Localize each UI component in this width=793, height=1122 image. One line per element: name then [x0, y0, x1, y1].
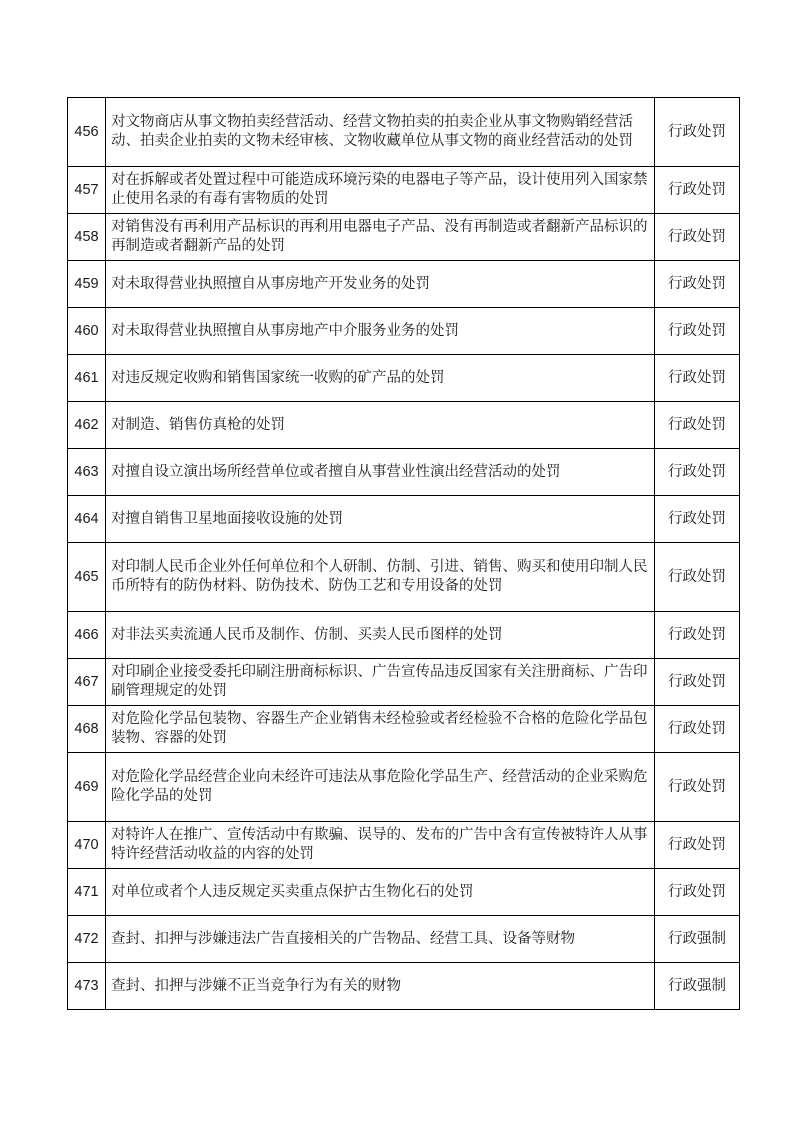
item-description: 对印制人民币企业外任何单位和个人研制、仿制、引进、销售、购买和使用印制人民币所特有的防伪材料、防伪技术、防伪工艺和专用设备的处罚	[106, 543, 655, 612]
table-row	[68, 261, 740, 308]
table-row	[68, 98, 740, 167]
item-type: 行政处罚	[655, 449, 740, 496]
table-row	[68, 659, 740, 706]
administrative-items-table	[67, 97, 740, 1010]
item-description: 对危险化学品经营企业向未经许可违法从事危险化学品生产、经营活动的企业采购危险化学品的处罚	[106, 753, 655, 822]
item-type: 行政处罚	[655, 214, 740, 261]
table-row	[68, 355, 740, 402]
item-type: 行政处罚	[655, 869, 740, 916]
item-description: 对擅自销售卫星地面接收设施的处罚	[106, 496, 655, 543]
item-type: 行政处罚	[655, 659, 740, 706]
item-type: 行政处罚	[655, 822, 740, 869]
item-description: 查封、扣押与涉嫌不正当竞争行为有关的财物	[106, 963, 655, 1010]
table-row	[68, 496, 740, 543]
row-number: 456	[68, 98, 106, 167]
item-description: 对印刷企业接受委托印刷注册商标标识、广告宣传品违反国家有关注册商标、广告印刷管理规定的处罚	[106, 659, 655, 706]
table-row	[68, 869, 740, 916]
table-row	[68, 612, 740, 659]
row-number: 462	[68, 402, 106, 449]
row-number: 463	[68, 449, 106, 496]
item-description: 对违反规定收购和销售国家统一收购的矿产品的处罚	[106, 355, 655, 402]
row-number: 466	[68, 612, 106, 659]
item-type: 行政强制	[655, 963, 740, 1010]
row-number: 457	[68, 167, 106, 214]
row-number: 459	[68, 261, 106, 308]
row-number: 460	[68, 308, 106, 355]
table-row	[68, 963, 740, 1010]
item-type: 行政处罚	[655, 402, 740, 449]
item-description: 对在拆解或者处置过程中可能造成环境污染的电器电子等产品，设计使用列入国家禁止使用名录的有毒有害物质的处罚	[106, 167, 655, 214]
item-type: 行政强制	[655, 916, 740, 963]
row-number: 469	[68, 753, 106, 822]
item-description: 查封、扣押与涉嫌违法广告直接相关的广告物品、经营工具、设备等财物	[106, 916, 655, 963]
item-type: 行政处罚	[655, 308, 740, 355]
item-type: 行政处罚	[655, 753, 740, 822]
table-row	[68, 167, 740, 214]
item-description: 对非法买卖流通人民币及制作、仿制、买卖人民币图样的处罚	[106, 612, 655, 659]
item-description: 对销售没有再利用产品标识的再利用电器电子产品、没有再制造或者翻新产品标识的再制造或者翻新产品的处罚	[106, 214, 655, 261]
item-type: 行政处罚	[655, 496, 740, 543]
item-type: 行政处罚	[655, 167, 740, 214]
item-description: 对未取得营业执照擅自从事房地产开发业务的处罚	[106, 261, 655, 308]
item-type: 行政处罚	[655, 706, 740, 753]
item-description: 对未取得营业执照擅自从事房地产中介服务业务的处罚	[106, 308, 655, 355]
table-row	[68, 822, 740, 869]
row-number: 471	[68, 869, 106, 916]
item-type: 行政处罚	[655, 261, 740, 308]
item-type: 行政处罚	[655, 98, 740, 167]
table-row	[68, 214, 740, 261]
item-description: 对制造、销售仿真枪的处罚	[106, 402, 655, 449]
row-number: 465	[68, 543, 106, 612]
item-type: 行政处罚	[655, 612, 740, 659]
row-number: 458	[68, 214, 106, 261]
table-row	[68, 706, 740, 753]
table-row	[68, 402, 740, 449]
row-number: 470	[68, 822, 106, 869]
item-type: 行政处罚	[655, 355, 740, 402]
table-row	[68, 753, 740, 822]
row-number: 472	[68, 916, 106, 963]
item-description: 对擅自设立演出场所经营单位或者擅自从事营业性演出经营活动的处罚	[106, 449, 655, 496]
row-number: 468	[68, 706, 106, 753]
row-number: 464	[68, 496, 106, 543]
item-description: 对文物商店从事文物拍卖经营活动、经营文物拍卖的拍卖企业从事文物购销经营活动、拍卖企业拍卖的文物未经审核、文物收藏单位从事文物的商业经营活动的处罚	[106, 98, 655, 167]
row-number: 473	[68, 963, 106, 1010]
table-row	[68, 308, 740, 355]
table-row	[68, 543, 740, 612]
row-number: 461	[68, 355, 106, 402]
item-description: 对单位或者个人违反规定买卖重点保护古生物化石的处罚	[106, 869, 655, 916]
item-description: 对危险化学品包装物、容器生产企业销售未经检验或者经检验不合格的危险化学品包装物、容器的处罚	[106, 706, 655, 753]
item-description: 对特许人在推广、宣传活动中有欺骗、误导的、发布的广告中含有宣传被特许人从事特许经营活动收益的内容的处罚	[106, 822, 655, 869]
table-row	[68, 916, 740, 963]
row-number: 467	[68, 659, 106, 706]
table-row	[68, 449, 740, 496]
item-type: 行政处罚	[655, 543, 740, 612]
